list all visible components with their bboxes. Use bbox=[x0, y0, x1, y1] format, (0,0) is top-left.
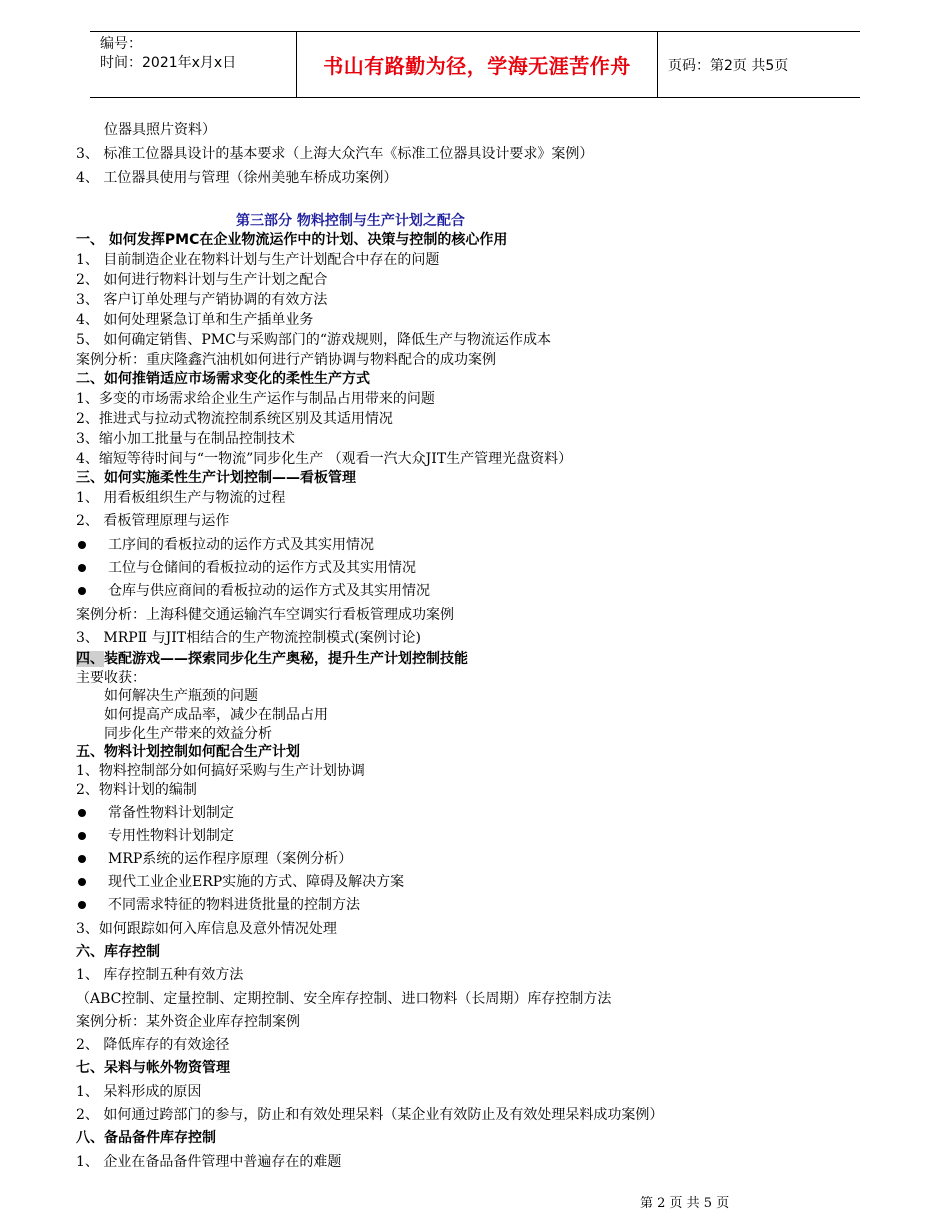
text-line: 2、物料计划的编制 bbox=[76, 782, 197, 798]
text-line: 1、物料控制部分如何搞好采购与生产计划协调 bbox=[76, 763, 365, 779]
header-meta bbox=[90, 32, 297, 98]
text-line: 1、 呆料形成的原因 bbox=[76, 1084, 202, 1100]
text-line: 1、 目前制造企业在物料计划与生产计划配合中存在的问题 bbox=[76, 252, 440, 268]
bullet-item: 工位与仓储间的看板拉动的运作方式及其实用情况 bbox=[108, 560, 416, 576]
header-time: 时间：2021年x月x日 bbox=[100, 55, 237, 71]
heading-7: 七、呆料与帐外物资管理 bbox=[76, 1060, 230, 1076]
text-line: 同步化生产带来的效益分析 bbox=[104, 726, 272, 742]
bullet-icon bbox=[78, 855, 86, 863]
text-line: 2、 看板管理原理与运作 bbox=[76, 513, 230, 529]
bullet-icon bbox=[78, 587, 86, 595]
page-footer: 第 2 页 共 5 页 bbox=[640, 1196, 730, 1211]
bullet-item: 专用性物料计划制定 bbox=[108, 828, 234, 844]
heading-6: 六、库存控制 bbox=[76, 944, 160, 960]
text-line: 3、 标准工位器具设计的基本要求（上海大众汽车《标准工位器具设计要求》案例） bbox=[76, 146, 594, 162]
header-page-number: 页码：第2页 共5页 bbox=[658, 32, 861, 98]
heading-5: 五、物料计划控制如何配合生产计划 bbox=[76, 744, 300, 760]
text-line: 案例分析：上海科健交通运输汽车空调实行看板管理成功案例 bbox=[76, 607, 454, 623]
text-line: （ABC控制、定量控制、定期控制、安全库存控制、进口物料（长周期）库存控制方法 bbox=[76, 991, 612, 1007]
bullet-icon bbox=[78, 564, 86, 572]
text-line: 1、 库存控制五种有效方法 bbox=[76, 967, 244, 983]
text-line: 1、多变的市场需求给企业生产运作与制品占用带来的问题 bbox=[76, 391, 435, 407]
bullet-item: 仓库与供应商间的看板拉动的运作方式及其实用情况 bbox=[108, 583, 430, 599]
text-line: 案例分析：重庆隆鑫汽油机如何进行产销协调与物料配合的成功案例 bbox=[76, 352, 496, 368]
heading-3: 三、如何实施柔性生产计划控制——看板管理 bbox=[76, 470, 356, 486]
section-title: 第三部分 物料控制与生产计划之配合 bbox=[236, 213, 465, 229]
text-line: 如何提高产成品率，减少在制品占用 bbox=[104, 707, 328, 723]
heading-4-text: 装配游戏——探索同步化生产奥秘，提升生产计划控制技能 bbox=[104, 651, 468, 667]
bullet-icon bbox=[78, 901, 86, 909]
text-line: 2、推进式与拉动式物流控制系统区别及其适用情况 bbox=[76, 411, 393, 427]
heading-1: 一、 如何发挥PMC在企业物流运作中的计划、决策与控制的核心作用 bbox=[76, 232, 508, 248]
text-line: 4、 如何处理紧急订单和生产插单业务 bbox=[76, 312, 314, 328]
bullet-icon bbox=[78, 809, 86, 817]
text-line: 2、 如何进行物料计划与生产计划之配合 bbox=[76, 272, 328, 288]
bullet-icon bbox=[78, 541, 86, 549]
text-line: 位器具照片资料） bbox=[104, 122, 216, 138]
bullet-icon bbox=[78, 832, 86, 840]
heading-4 bbox=[76, 650, 468, 668]
bullet-icon bbox=[78, 878, 86, 886]
text-line: 4、 工位器具使用与管理（徐州美驰车桥成功案例） bbox=[76, 170, 398, 186]
text-line: 3、 MRPⅡ 与JIT相结合的生产物流控制模式(案例讨论) bbox=[76, 630, 422, 646]
bullet-item: 现代工业企业ERP实施的方式、障碍及解决方案 bbox=[108, 874, 405, 890]
text-line: 主要收获： bbox=[76, 670, 146, 686]
text-line: 5、 如何确定销售、PMC与采购部门的“游戏规则，降低生产与物流运作成本 bbox=[76, 332, 551, 348]
text-line: 案例分析：某外资企业库存控制案例 bbox=[76, 1014, 300, 1030]
text-line: 3、如何跟踪如何入库信息及意外情况处理 bbox=[76, 921, 337, 937]
header-motto: 书山有路勤为径，学海无涯苦作舟 bbox=[297, 32, 658, 98]
text-line: 1、 企业在备品备件管理中普遍存在的难题 bbox=[76, 1154, 342, 1170]
bullet-item: 常备性物料计划制定 bbox=[108, 805, 234, 821]
page-header bbox=[90, 31, 860, 98]
text-line: 1、 用看板组织生产与物流的过程 bbox=[76, 490, 286, 506]
text-line: 2、 降低库存的有效途径 bbox=[76, 1037, 230, 1053]
bullet-item: MRP系统的运作程序原理（案例分析） bbox=[108, 851, 353, 867]
bullet-item: 不同需求特征的物料进货批量的控制方法 bbox=[108, 897, 360, 913]
text-line: 3、缩小加工批量与在制品控制技术 bbox=[76, 431, 295, 447]
text-line: 4、缩短等待时间与“一物流”同步化生产 （观看一汽大众JIT生产管理光盘资料） bbox=[76, 451, 573, 467]
text-line: 如何解决生产瓶颈的问题 bbox=[104, 688, 258, 704]
bullet-item: 工序间的看板拉动的运作方式及其实用情况 bbox=[108, 537, 374, 553]
heading-2: 二、如何推销适应市场需求变化的柔性生产方式 bbox=[76, 371, 370, 387]
header-number: 编号： bbox=[100, 36, 142, 52]
heading-8: 八、备品备件库存控制 bbox=[76, 1130, 216, 1146]
text-line: 3、 客户订单处理与产销协调的有效方法 bbox=[76, 292, 328, 308]
heading-4-number: 四、 bbox=[76, 651, 104, 667]
text-line: 2、 如何通过跨部门的参与，防止和有效处理呆料（某企业有效防止及有效处理呆料成功案例） bbox=[76, 1107, 664, 1123]
